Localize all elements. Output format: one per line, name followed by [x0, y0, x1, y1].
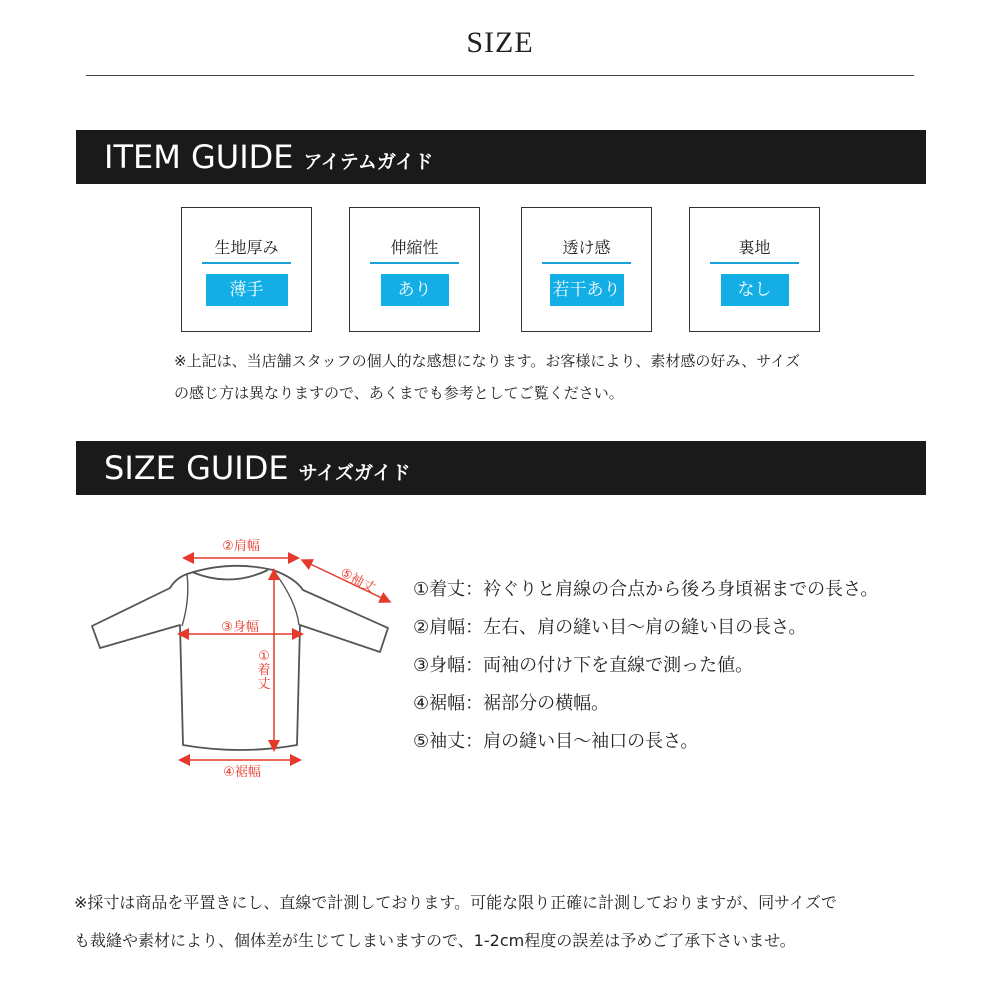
- item-card-label: 裏地: [738, 238, 771, 257]
- item-card-value: 薄手: [206, 274, 288, 306]
- item-card-label: 生地厚み: [214, 238, 279, 257]
- item-card-divider: [710, 262, 799, 264]
- shoulder-width-label: ②肩幅: [222, 539, 260, 554]
- item-card-value: なし: [721, 274, 789, 306]
- size-guide-note-line: ※採寸は商品を平置きにし、直線で計測しております。可能な限り正確に計測しておりますが、同サイズで: [74, 893, 837, 912]
- item-card-divider: [542, 262, 631, 264]
- item-card-divider: [370, 262, 459, 264]
- definition-line: ③身幅：両袖の付け下を直線で測った値。: [413, 655, 754, 676]
- sleeve-length-label: ⑤袖丈: [337, 565, 378, 597]
- size-guide-title-en: SIZE GUIDE: [104, 449, 289, 487]
- shirt-outline: [92, 566, 388, 750]
- body-length-label-char1: 着: [257, 663, 271, 678]
- size-guide-banner: [76, 441, 926, 495]
- item-card-value: 若干あり: [550, 274, 624, 306]
- item-card-label: 透け感: [562, 238, 611, 257]
- item-guide-note-line: の感じ方は異なりますので、あくまでも参考としてご覧ください。: [174, 384, 624, 402]
- body-length-label-char2: 丈: [257, 677, 271, 692]
- shirt-armhole-right: [273, 570, 299, 625]
- item-guide-banner: [76, 130, 926, 184]
- page-title: SIZE: [466, 26, 534, 59]
- definition-line: ②肩幅：左右、肩の縫い目〜肩の縫い目の長さ。: [413, 617, 807, 638]
- item-card-value: あり: [381, 274, 449, 306]
- body-width-label: ③身幅: [221, 620, 259, 635]
- item-card-lining: [689, 207, 820, 332]
- item-guide-title-en: ITEM GUIDE: [104, 138, 294, 176]
- item-card-fabric-thickness: [181, 207, 312, 332]
- item-card-sheerness: [521, 207, 652, 332]
- item-guide-title-jp: アイテムガイド: [303, 150, 434, 173]
- garment-measurement-diagram: [80, 530, 400, 790]
- title-divider: [86, 75, 914, 76]
- definition-line: ⑤袖丈：肩の縫い目〜袖口の長さ。: [413, 731, 699, 752]
- size-guide-title-jp: サイズガイド: [298, 461, 411, 484]
- item-guide-note-line: ※上記は、当店舗スタッフの個人的な感想になります。お客様により、素材感の好み、サイズ: [174, 352, 801, 370]
- hem-width-label: ④裾幅: [223, 765, 261, 780]
- item-card-label: 伸縮性: [390, 238, 439, 257]
- shirt-armhole-left: [182, 574, 188, 626]
- definition-line: ④裾幅：裾部分の横幅。: [413, 693, 610, 714]
- body-length-label-num: ①: [258, 649, 270, 664]
- size-guide-note-line: も裁縫や素材により、個体差が生じてしまいますので、1-2cm程度の誤差は予めご了承下さいませ。: [74, 931, 796, 950]
- definition-line: ①着丈：衿ぐりと肩線の合点から後ろ身頃裾までの長さ。: [413, 579, 879, 600]
- item-card-stretch: [349, 207, 480, 332]
- shirt-neckline: [192, 570, 268, 580]
- item-card-divider: [202, 262, 291, 264]
